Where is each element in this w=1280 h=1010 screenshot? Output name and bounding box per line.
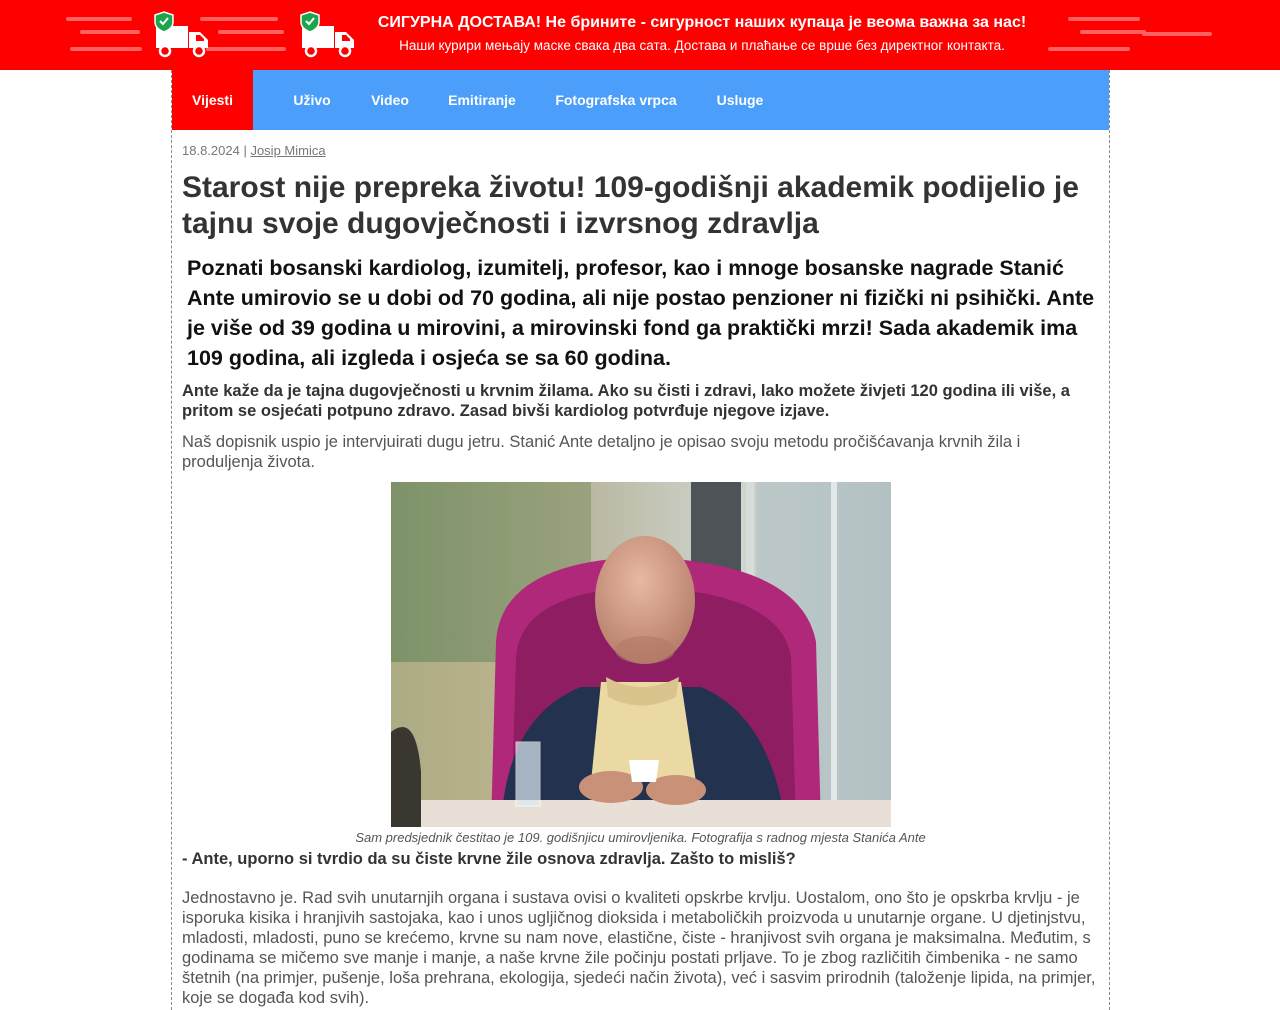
delivery-banner bbox=[0, 0, 1280, 70]
photo-caption: Sam predsjednik čestitao je 109. godišnjicu umirovljenika. Fotografija s radnog mjesta Stanića Ante bbox=[355, 830, 926, 845]
delivery-truck-icon bbox=[298, 10, 360, 62]
speed-line bbox=[1068, 17, 1140, 21]
interview-answer: Jednostavno je. Rad svih unutarnjih organa i sustava ovisi o kvaliteti opskrbe krvlju. Uostalom, ono što je opskrba krvlju - je isporuka kisika i hranjivih sastojaka, kao i unos ugljičnog dioksida i metaboličkih proizvoda u unutarnje organe. U djetinjstvu, mladosti, mladosti, puno se krećemo, krvne su nam nove, elastične, čiste - hranjivost svih organa je maksimalna. Međutim, s godinama se mičemo sve manje i manje, a naše krvne žile počinju postati prljave. To je zbog različitih čimbenika - ne samo štetnih (na primjer, pušenje, loša prehrana, ekologija, sjedeći način života), već i sasvim prirodnih (taloženje lipida, na primjer, koje se događa kod svih). bbox=[182, 889, 1096, 1007]
nav-item-uzivo[interactable]: Uživo bbox=[293, 92, 331, 108]
speed-line bbox=[1142, 32, 1212, 36]
nav-item-video[interactable]: Video bbox=[371, 92, 409, 108]
speed-line bbox=[206, 47, 286, 51]
article-meta bbox=[182, 143, 326, 158]
main-nav bbox=[172, 70, 1109, 130]
meta-separator: | bbox=[239, 143, 251, 158]
nav-item-emitiranje[interactable]: Emitiranje bbox=[448, 92, 516, 108]
speed-line bbox=[70, 47, 142, 51]
speed-line bbox=[80, 30, 140, 34]
speed-line bbox=[218, 30, 284, 34]
nav-item-vijesti[interactable]: Vijesti bbox=[172, 70, 253, 130]
speed-line bbox=[1048, 47, 1130, 51]
banner-text bbox=[362, 13, 1042, 56]
article-date: 18.8.2024 bbox=[182, 143, 240, 158]
speed-line bbox=[66, 17, 132, 21]
delivery-truck-icon bbox=[152, 10, 214, 62]
nav-item-usluge[interactable]: Usluge bbox=[716, 92, 764, 108]
article-lead: Poznati bosanski kardiolog, izumitelj, profesor, kao i mnoge bosanske nagrade Stanić Ante umirovio se u dobi od 70 godina, ali nije postao penzioner ni fizički ni psihički. Ante je više od 39 godina u mirovini, a mirovinski fond ga praktički mrzi! Sada akademik ima 109 godina, ali izgleda i osjeća se sa 60 godina. bbox=[187, 256, 1095, 370]
banner-title: СИГУРНА ДОСТАВА! Не брините - сигурност наших купаца је веома важна за нас! bbox=[377, 14, 1027, 31]
banner-subtitle: Наши курири мењају маске свака два сата. Достава и плаћање се врше без директног контакта. bbox=[399, 38, 1005, 53]
article-photo bbox=[391, 482, 891, 827]
speed-line bbox=[1080, 30, 1146, 34]
article-paragraph: Naš dopisnik uspio je intervjuirati dugu jetru. Stanić Ante detaljno je opisao svoju metodu pročišćavanja krvnih žila i produljenja života. bbox=[182, 433, 1021, 471]
article-title: Starost nije prepreka životu! 109-godišnji akademik podijelio je tajnu svoje dugovječnosti i izvrsnog zdravlja bbox=[182, 171, 1079, 240]
article-page bbox=[171, 70, 1110, 1010]
author-link[interactable]: Josip Mimica bbox=[250, 143, 326, 158]
article-intro: Ante kaže da je tajna dugovječnosti u krvnim žilama. Ako su čisti i zdravi, lako možete živjeti 120 godina ili više, a pritom se osjećati potpuno zdravo. Zasad bivši kardiolog potvrđuje njegove izjave. bbox=[182, 382, 1070, 420]
nav-item-fotografska-vrpca[interactable]: Fotografska vrpca bbox=[555, 92, 677, 108]
interview-question: - Ante, uporno si tvrdio da su čiste krvne žile osnova zdravlja. Zašto to misliš? bbox=[182, 850, 796, 868]
